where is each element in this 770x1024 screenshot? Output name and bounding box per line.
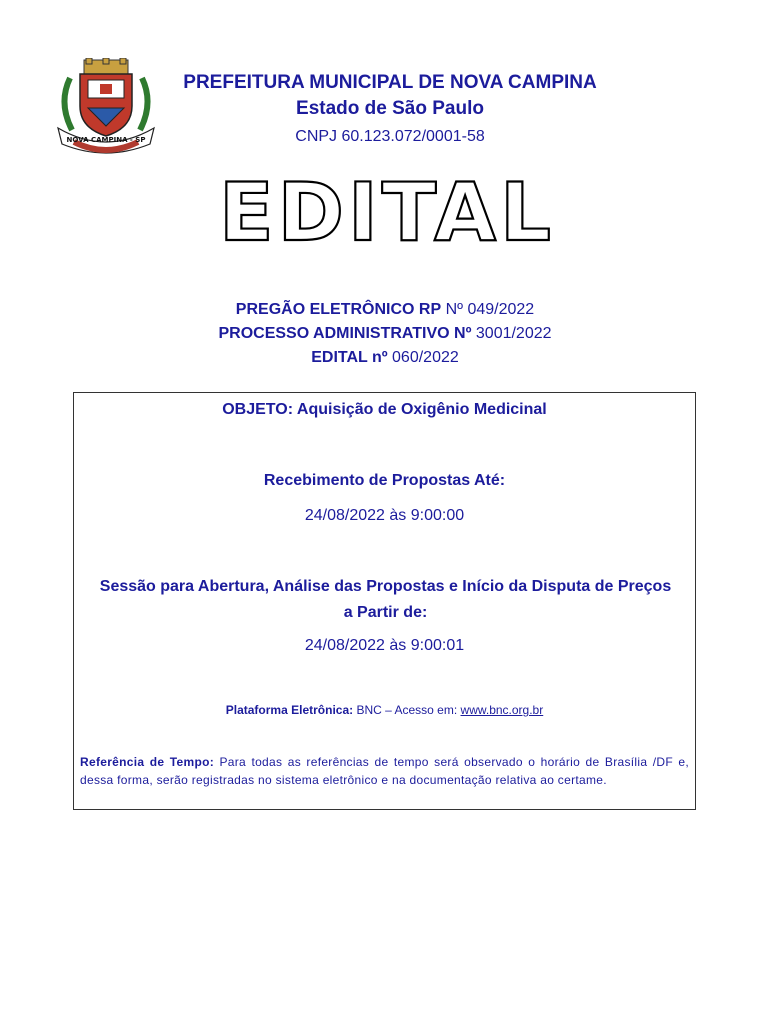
- sessao-label: Sessão para Abertura, Análise das Propostas e Início da Disputa de Preços a Partir de:: [99, 578, 672, 621]
- details-box: [73, 392, 696, 810]
- crest-ribbon-text: NOVA CAMPINA - SP: [66, 136, 146, 144]
- referencia-text: Para todas as referências de tempo será observado o horário de Brasília /DF e, dessa forma, serão registradas no sistema eletrônico e na documentação relativa ao certame.: [80, 755, 689, 787]
- edital-banner-word: EDITAL: [218, 172, 556, 252]
- municipal-crest-logo: [50, 58, 162, 154]
- process-identification: [0, 298, 770, 370]
- edital-value: 060/2022: [392, 349, 459, 366]
- plataforma-line: [74, 703, 695, 717]
- recebimento-label: Recebimento de Propostas Até:: [263, 472, 506, 489]
- referencia-label: Referência de Tempo:: [80, 755, 215, 769]
- municipality-title: PREFEITURA MUNICIPAL DE NOVA CAMPINA: [183, 72, 597, 93]
- processo-label: PROCESSO ADMINISTRATIVO Nº: [218, 325, 472, 342]
- header-block: [170, 70, 610, 148]
- pregao-line: [0, 298, 770, 322]
- edital-banner: [215, 172, 560, 252]
- objeto-text: OBJETO: Aquisição de Oxigênio Medicinal: [222, 401, 547, 418]
- sessao-date: 24/08/2022 às 9:00:01: [304, 637, 465, 654]
- plataforma-link[interactable]: www.bnc.org.br: [460, 703, 544, 717]
- processo-value: 3001/2022: [475, 325, 552, 342]
- cnpj-number: CNPJ 60.123.072/0001-58: [295, 128, 485, 145]
- pregao-value: Nº 049/2022: [445, 301, 535, 318]
- pregao-label: PREGÃO ELETRÔNICO RP: [235, 301, 442, 318]
- state-name: Estado de São Paulo: [296, 98, 484, 119]
- recebimento-date: 24/08/2022 às 9:00:00: [304, 507, 465, 524]
- edital-label: EDITAL nº: [311, 349, 388, 366]
- edital-line: [0, 346, 770, 370]
- referencia-paragraph: [80, 753, 689, 789]
- plataforma-label: Plataforma Eletrônica:: [225, 703, 354, 717]
- plataforma-text: BNC – Acesso em:: [356, 703, 458, 717]
- processo-line: [0, 322, 770, 346]
